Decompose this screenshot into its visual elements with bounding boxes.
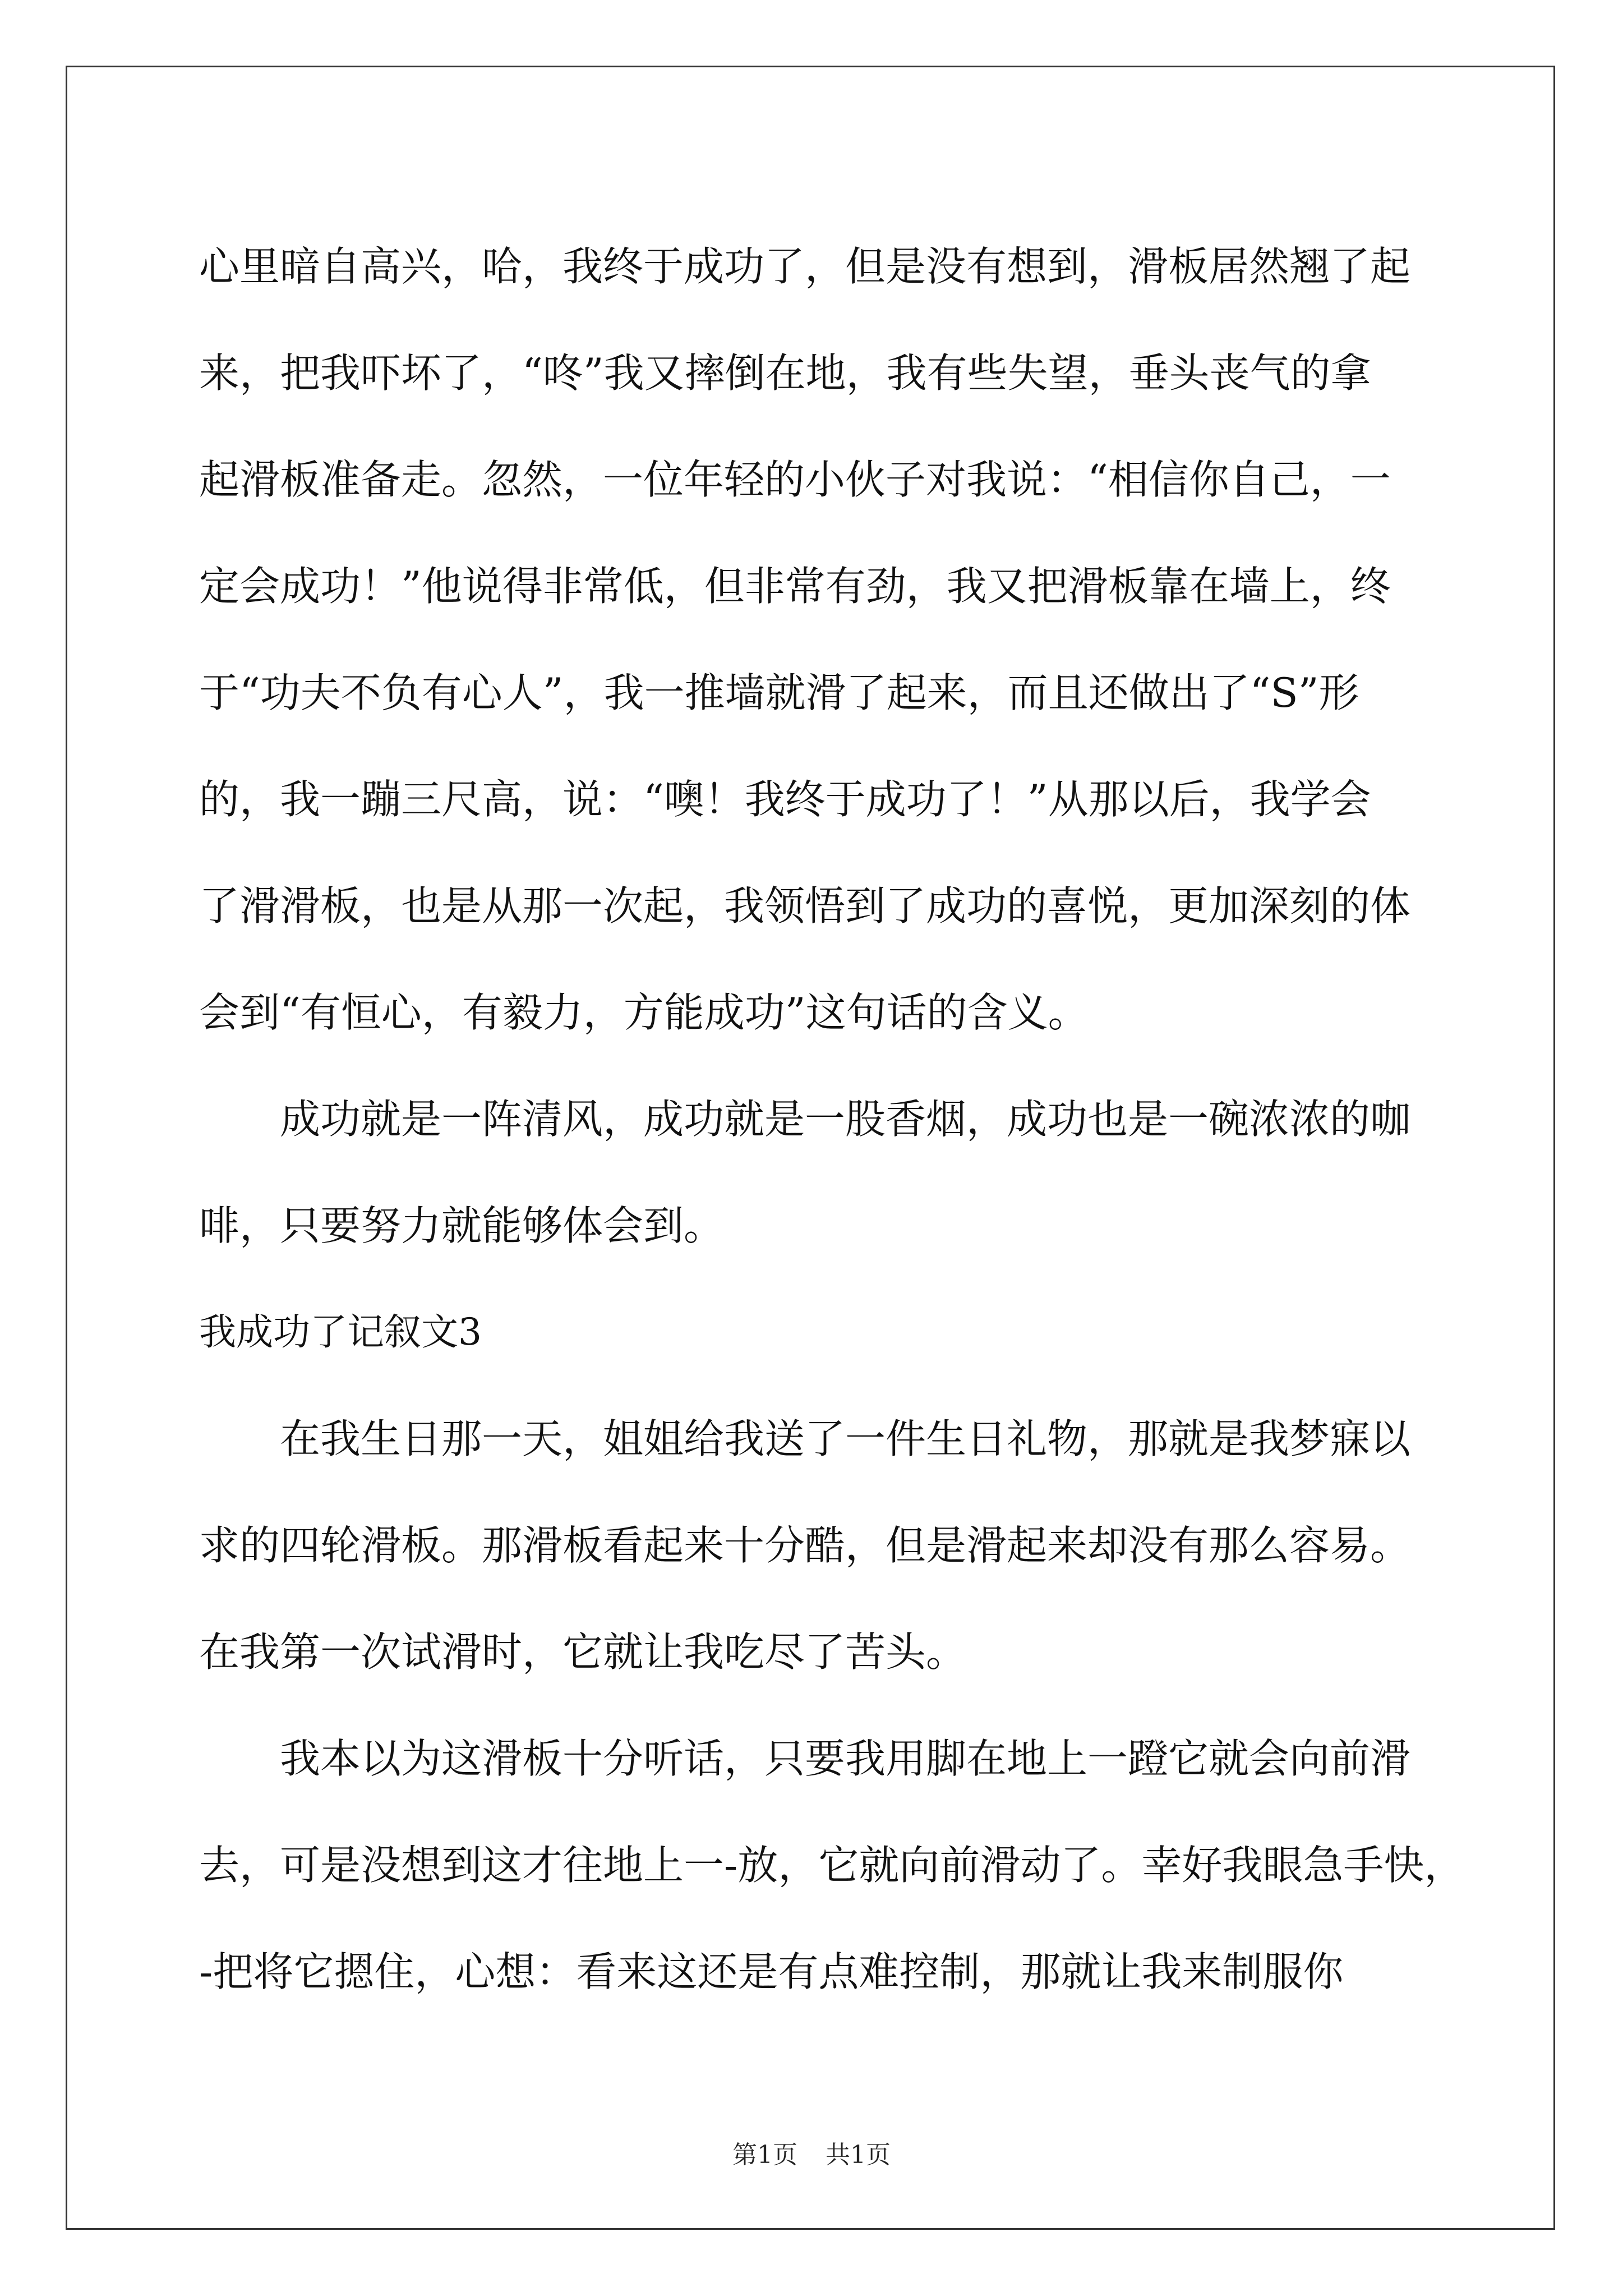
- page-total: 共1页: [826, 2141, 891, 2169]
- section-title: 我成功了记叙文3: [199, 1310, 482, 1354]
- page-footer: [0, 2134, 1623, 2170]
- document-body: [199, 213, 1465, 2025]
- text-line: 求的四轮滑板。那滑板看起来十分酷，但是滑起来却没有那么容易。: [199, 1522, 1411, 1569]
- text-line: 啡，只要努力就能够体会到。: [199, 1202, 725, 1249]
- text-line: 会到“有恒心，有毅力，方能成功”这句话的含义。: [199, 989, 1089, 1036]
- text-line: 定会成功！”他说得非常低，但非常有劲，我又把滑板靠在墙上，终: [199, 563, 1391, 610]
- text-line: 起滑板准备走。忽然，一位年轻的小伙子对我说：“相信你自己，一: [199, 456, 1391, 503]
- text-line: 的，我一蹦三尺高，说：“噢！我终于成功了！”从那以后，我学会: [199, 776, 1371, 823]
- paragraph-start-line: 我本以为这滑板十分听话，只要我用脚在地上一蹬它就会向前滑: [280, 1735, 1411, 1782]
- text-line: 心里暗自高兴，哈，我终于成功了，但是没有想到，滑板居然翘了起: [199, 243, 1411, 290]
- paragraph-start-line: 在我生日那一天，姐姐给我送了一件生日礼物，那就是我梦寐以: [280, 1415, 1411, 1462]
- text-line: 了滑滑板，也是从那一次起，我领悟到了成功的喜悦，更加深刻的体: [199, 882, 1411, 930]
- text-line: 于“功夫不负有心人”，我一推墙就滑了起来，而且还做出了“S”形: [199, 669, 1359, 716]
- text-line: -把将它摁住，心想：看来这还是有点难控制，那就让我来制服你: [199, 1948, 1344, 1995]
- text-line: 来，把我吓坏了，“咚”我又摔倒在地，我有些失望，垂头丧气的拿: [199, 349, 1371, 397]
- text-line: 去，可是没想到这才往地上一-放，它就向前滑动了。幸好我眼急手快，: [199, 1842, 1465, 1889]
- paragraph-start-line: 成功就是一阵清风，成功就是一股香烟，成功也是一碗浓浓的咖: [280, 1096, 1411, 1143]
- page-number: 第1页: [732, 2141, 797, 2169]
- text-line: 在我第一次试滑时，它就让我吃尽了苦头。: [199, 1628, 967, 1676]
